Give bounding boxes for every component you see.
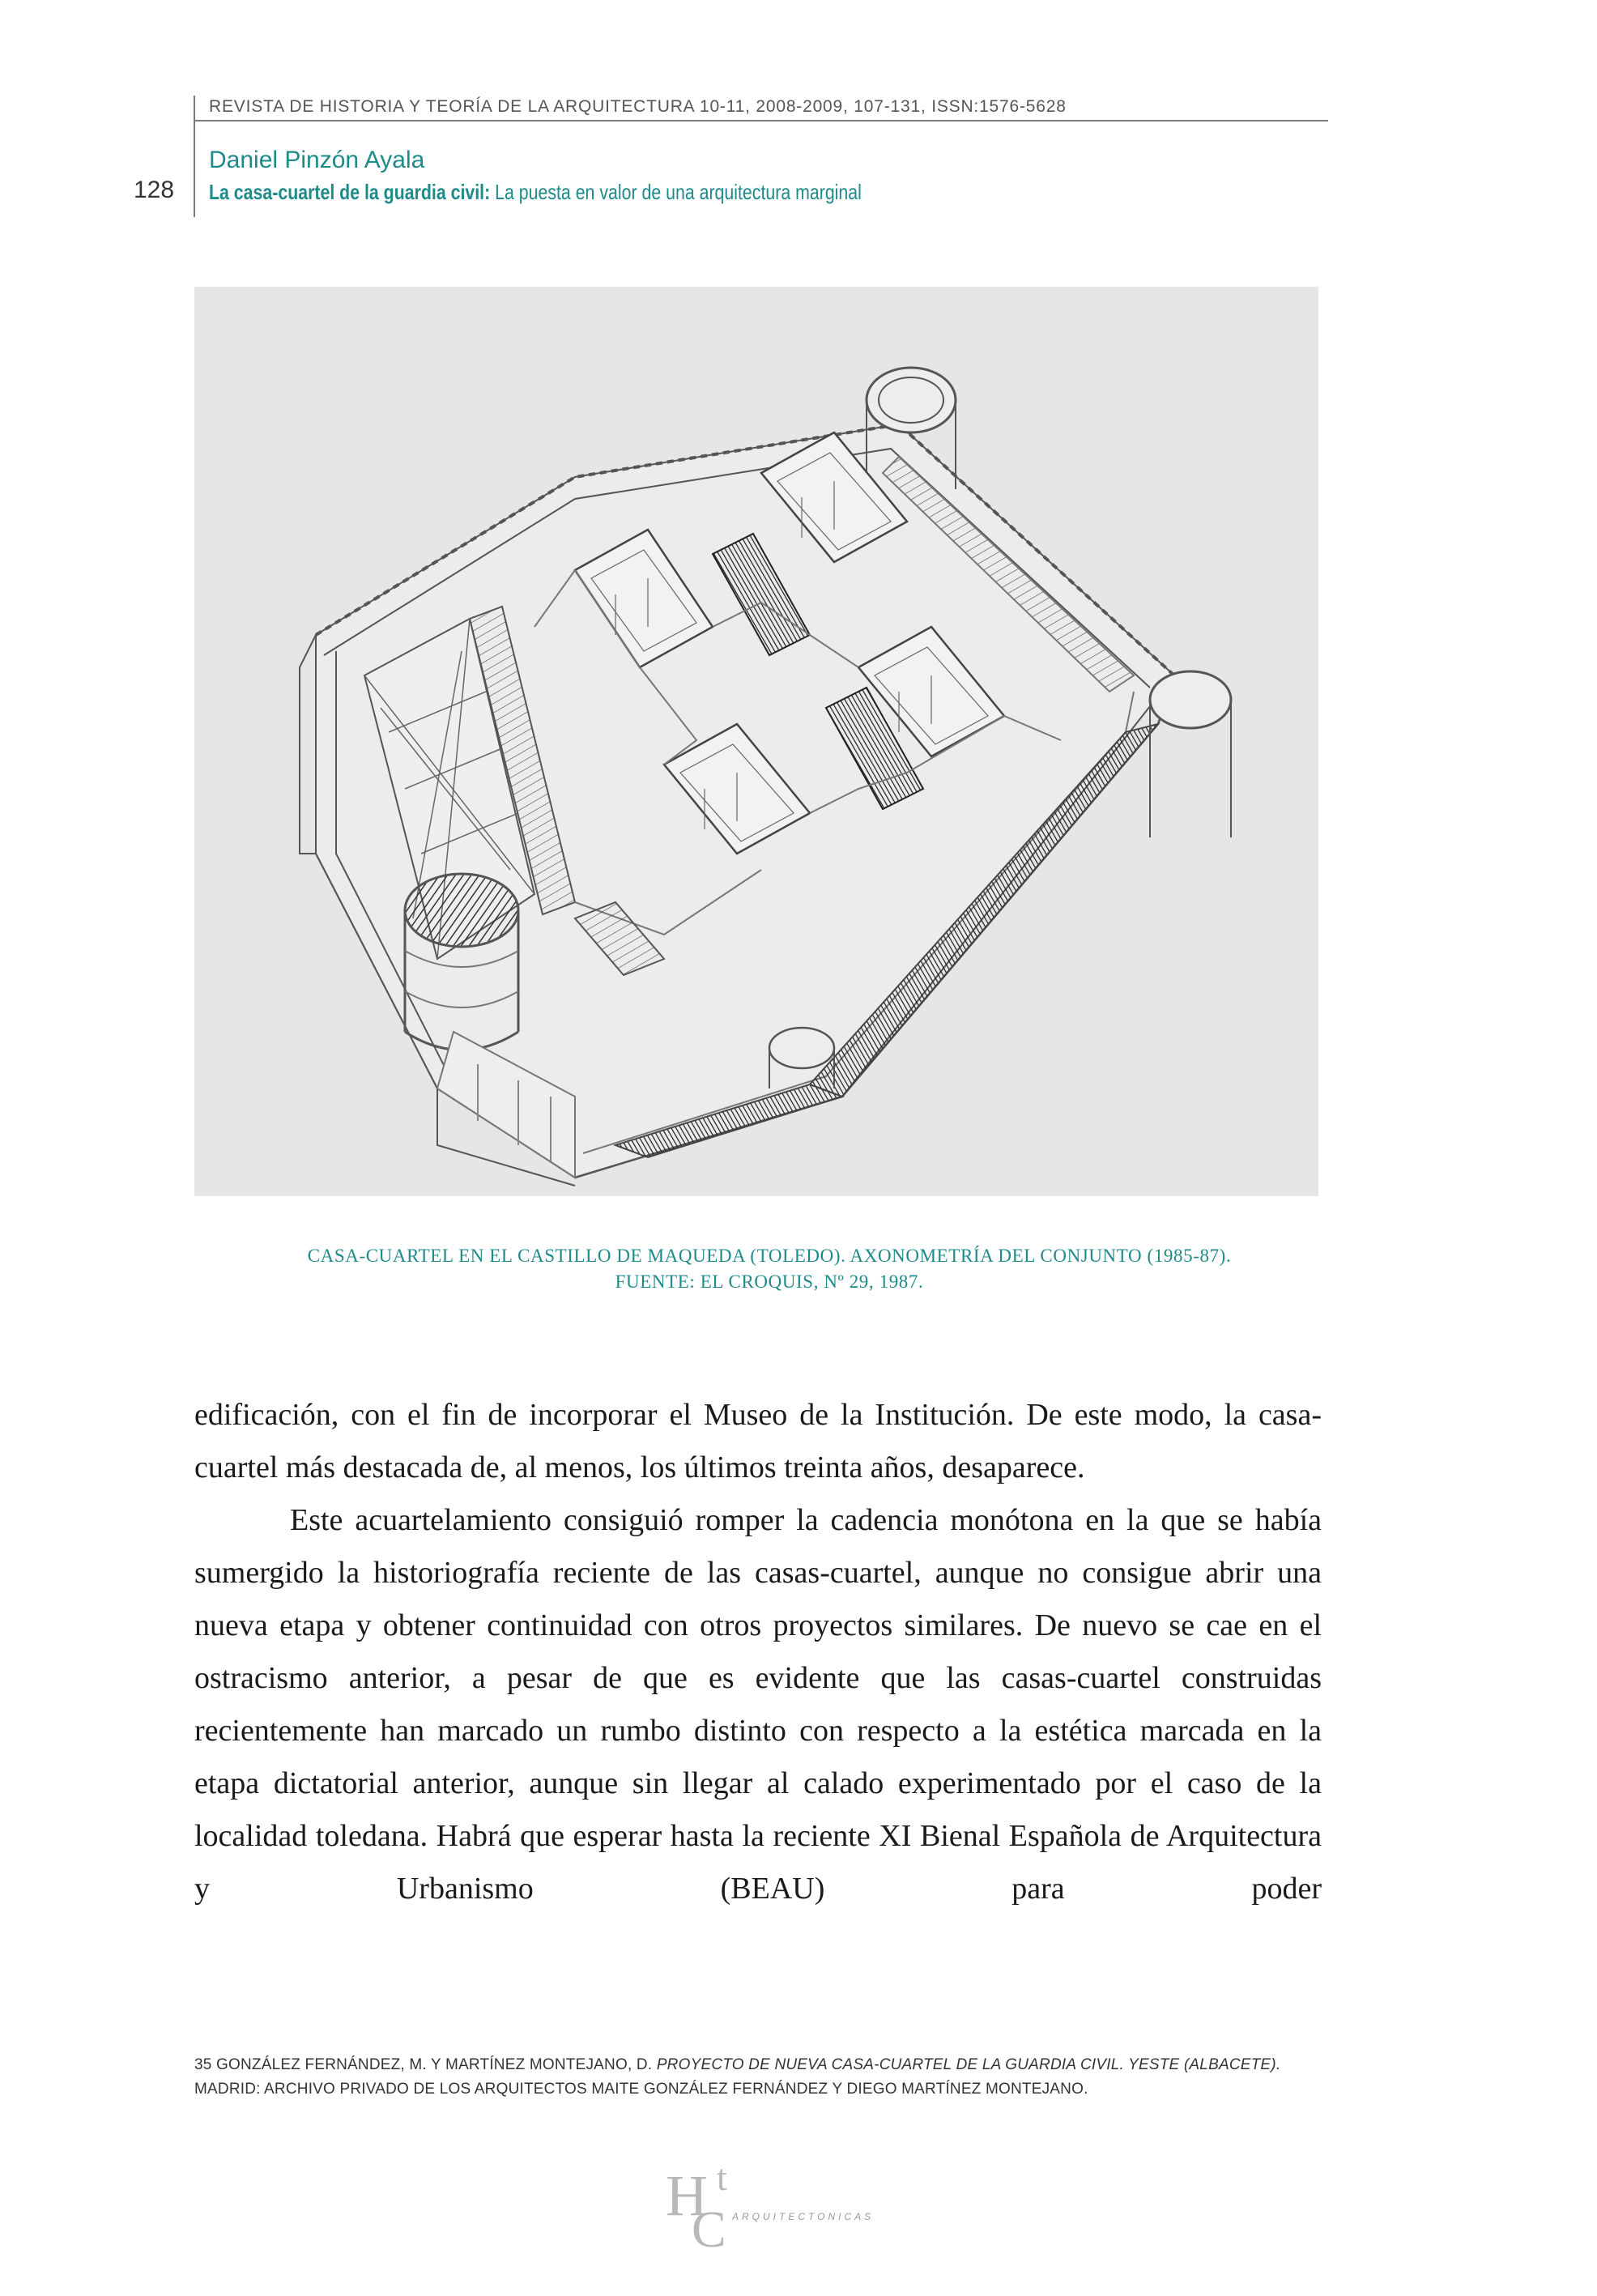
article-title-rest: La puesta en valor de una arquitectura marginal xyxy=(495,180,862,204)
author-name: Daniel Pinzón Ayala xyxy=(209,147,425,173)
body-paragraph-2: Este acuartelamiento consiguió romper la cadencia monótona en la que se había sumergido la historiografía reciente de las casas-cuartel, aunque no consigue abrir una nueva etapa y obtener continuidad con otros proyectos similares. De nuevo se cae en el ostracismo anterior, a pesar de que es evidente que las casas-cuartel construidas recientemente han marcado un rumbo distinto con respecto a la estética marcada en la etapa dictatorial anterior, aunque sin llegar al calado experimentado por el caso de la localidad toledana. Habrá que esperar hasta la reciente XI Bienal Española de Arquitectura y Urbanismo (BEAU) para poder xyxy=(194,1503,1322,1906)
journal-logo: H t C ARQUITECTONICAS xyxy=(666,2157,875,2258)
journal-logo-subtitle: ARQUITECTONICAS xyxy=(732,2211,875,2222)
header-horizontal-rule xyxy=(194,120,1328,121)
footnote-number: 35 xyxy=(194,2056,212,2073)
footnote-authors: GONZÁLEZ FERNÁNDEZ, M. Y MARTÍNEZ MONTEJANO, D. xyxy=(216,2056,653,2073)
body-text xyxy=(194,1389,1322,1915)
figure-caption-line-1: CASA-CUARTEL EN EL CASTILLO DE MAQUEDA (TOLEDO). AXONOMETRÍA DEL CONJUNTO (1985-87). xyxy=(307,1246,1232,1266)
article-title xyxy=(209,180,862,205)
figure-caption-line-2: FUENTE: EL CROQUIS, Nº 29, 1987. xyxy=(615,1272,924,1292)
footnote-source: MADRID: ARCHIVO PRIVADO DE LOS ARQUITECTOS MAITE GONZÁLEZ FERNÁNDEZ Y DIEGO MARTÍNEZ MONTEJANO. xyxy=(194,2081,1088,2098)
body-paragraph-1: edificación, con el fin de incorporar el Museo de la Institución. De este modo, la casa-cuartel más destacada de, al menos, los últimos treinta años, desaparece. xyxy=(194,1398,1322,1485)
footnote xyxy=(194,2053,1322,2102)
page-number: 128 xyxy=(134,177,175,203)
axonometric-drawing xyxy=(194,287,1318,1196)
journal-reference: REVISTA DE HISTORIA Y TEORÍA DE LA ARQUITECTURA 10-11, 2008-2009, 107-131, ISSN:1576-5628 xyxy=(209,97,1067,116)
header-vertical-rule xyxy=(194,96,195,217)
article-title-bold: La casa-cuartel de la guardia civil: xyxy=(209,180,491,204)
footnote-title: PROYECTO DE NUEVA CASA-CUARTEL DE LA GUARDIA CIVIL. YESTE (ALBACETE). xyxy=(656,2056,1281,2073)
figure-caption xyxy=(162,1243,1377,1295)
